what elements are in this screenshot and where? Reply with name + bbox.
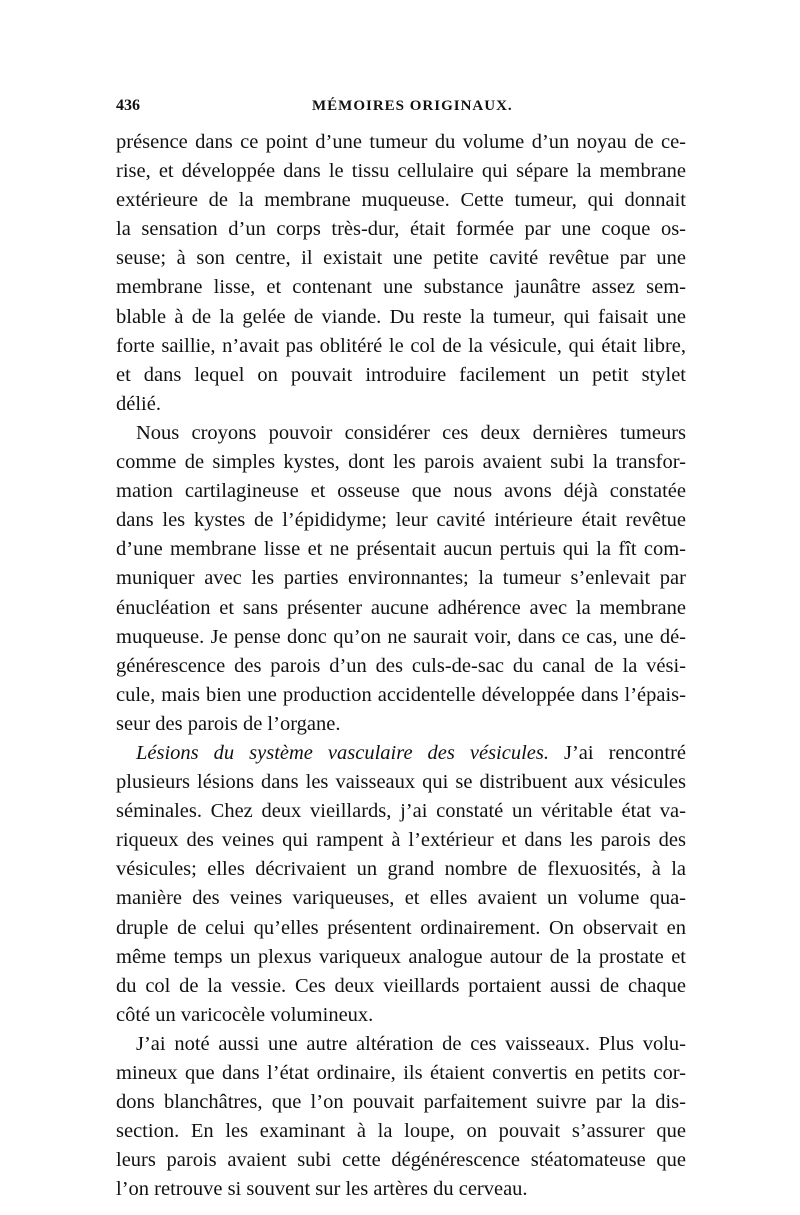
page-number: 436 (116, 97, 140, 114)
text-line: mation cartilagineuse et osseuse que nous avons déjà constatée (116, 480, 686, 503)
text-line: la sensation d’un corps très-dur, était formée par une coque os- (116, 218, 686, 241)
paragraph-3 (116, 739, 686, 1030)
text-line: même temps un plexus variqueux analogue autour de la prostate et (116, 945, 686, 968)
text-line: et dans lequel on pouvait introduire facilement un petit stylet (116, 363, 686, 386)
text-line: seuse; à son centre, il existait une petite cavité revêtue par une (116, 247, 686, 270)
text-line: dans les kystes de l’épididyme; leur cavité intérieure était revêtue (116, 509, 686, 532)
text-line: rise, et développée dans le tissu cellulaire qui sépare la membrane (116, 160, 686, 183)
text-line: section. En les examinant à la loupe, on pouvait s’assurer que (116, 1120, 686, 1143)
text-line: forte saillie, n’avait pas oblitéré le col de la vésicule, qui était libre, (116, 334, 686, 357)
text-line: mineux que dans l’état ordinaire, ils étaient convertis en petits cor- (116, 1062, 686, 1084)
paragraph-4 (116, 1030, 686, 1205)
text-line: cule, mais bien une production accidentelle développée dans l’épais- (116, 683, 686, 706)
book-page (116, 92, 686, 1204)
running-title: MÉMOIRES ORIGINAUX. (312, 98, 513, 114)
text-line: l’on retrouve si souvent sur les artères du cerveau. (116, 1178, 528, 1201)
text-line: présence dans ce point d’une tumeur du volume d’un noyau de ce- (116, 131, 686, 153)
section-heading: Lésions du système vasculaire des vésicules. (136, 741, 549, 764)
text-line: générescence des parois d’un des culs-de-sac du canal de la vési- (116, 654, 686, 677)
text-line: blable à de la gelée de viande. Du reste la tumeur, qui faisait une (116, 305, 686, 328)
text-line: énucléation et sans présenter aucune adhérence avec la membrane (116, 596, 686, 619)
body-text (116, 128, 686, 1204)
text-line: muqueuse. Je pense donc qu’on ne saurait voir, dans ce cas, une dé- (116, 625, 686, 648)
text-line: J’ai noté aussi une autre altération de ces vaisseaux. Plus volu- (136, 1032, 686, 1055)
text-line: extérieure de la membrane muqueuse. Cette tumeur, qui donnait (116, 189, 686, 212)
text-line: d’une membrane lisse et ne présentait aucun pertuis qui la fît com- (116, 538, 686, 561)
text-line: plusieurs lésions dans les vaisseaux qui se distribuent aux vésicules (116, 771, 686, 794)
text-line: druple de celui qu’elles présentent ordinairement. On observait en (116, 916, 686, 939)
text-line: muniquer avec les parties environnantes; la tumeur s’enlevait par (116, 567, 686, 590)
text-line: dons blanchâtres, que l’on pouvait parfaitement suivre par la dis- (116, 1091, 686, 1114)
text-line: côté un varicocèle volumineux. (116, 1003, 374, 1026)
text-line: séminales. Chez deux vieillards, j’ai constaté un véritable état va- (116, 800, 686, 823)
text-line: du col de la vessie. Ces deux vieillards portaient aussi de chaque (116, 974, 686, 997)
running-head (116, 92, 686, 120)
text-line: délié. (116, 392, 161, 415)
paragraph-2 (116, 419, 686, 739)
text-line: membrane lisse, et contenant une substance jaunâtre assez sem- (116, 276, 686, 299)
text-line: manière des veines variqueuses, et elles avaient un volume qua- (116, 887, 686, 910)
text-line: Nous croyons pouvoir considérer ces deux dernières tumeurs (136, 421, 686, 444)
text-line: leurs parois avaient subi cette dégénérescence stéatomateuse que (116, 1149, 686, 1172)
paragraph-1 (116, 128, 686, 419)
text-fragment: J’ai rencontré (549, 741, 686, 764)
text-line (116, 739, 686, 768)
text-line: riqueux des veines qui rampent à l’extérieur et dans les parois des (116, 829, 686, 852)
text-line: vésicules; elles décrivaient un grand nombre de flexuosités, à la (116, 858, 686, 881)
text-line: comme de simples kystes, dont les parois avaient subi la transfor- (116, 451, 686, 474)
text-line: seur des parois de l’organe. (116, 712, 341, 735)
